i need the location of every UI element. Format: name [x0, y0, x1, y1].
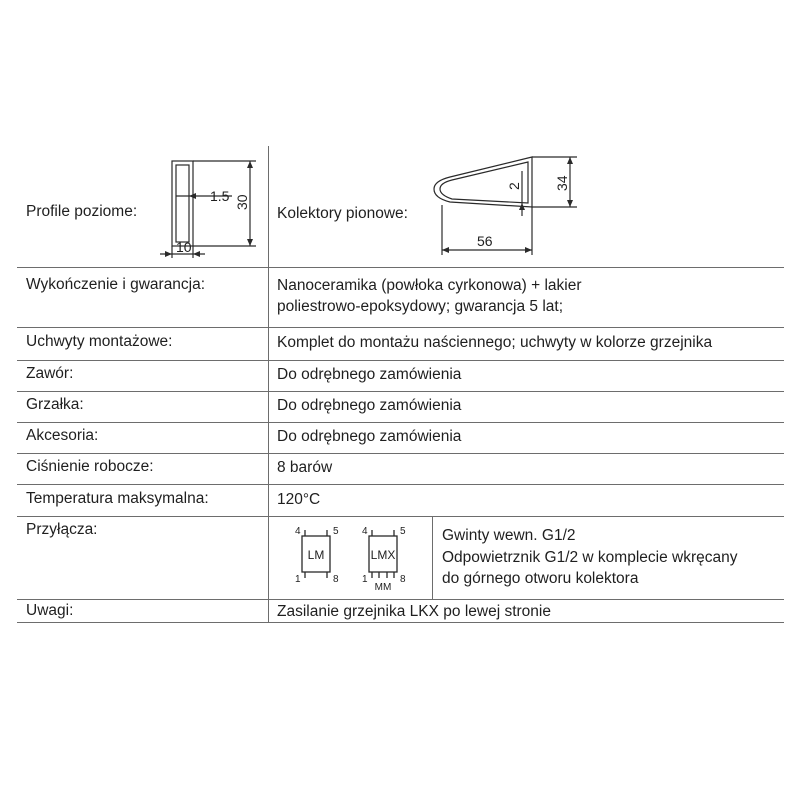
vertical-profile-label: Kolektory pionowe: — [277, 205, 408, 222]
lm-port-5: 5 — [333, 526, 339, 537]
connection-diagram-lm — [290, 520, 350, 590]
accessories-value: Do odrębnego zamówienia — [277, 428, 462, 445]
notes-label: Uwagi: — [26, 602, 74, 619]
row-divider — [17, 516, 784, 517]
vertical-width-dim: 56 — [477, 233, 493, 249]
lmx-name: LMX — [370, 548, 396, 562]
temperature-value: 120°C — [277, 491, 321, 508]
row-divider — [17, 453, 784, 454]
horizontal-profile-label: Profile poziome: — [26, 203, 138, 220]
row-divider — [17, 599, 784, 600]
connections-thread: Gwinty wewn. G1/2 — [442, 527, 576, 544]
lmx-port-5: 5 — [400, 526, 406, 537]
column-divider — [268, 146, 269, 623]
lmx-port-8: 8 — [400, 574, 406, 585]
valve-label: Zawór: — [26, 365, 74, 382]
row-divider — [17, 484, 784, 485]
finish-value-line1: Nanoceramika (powłoka cyrkonowa) + lakier — [277, 277, 582, 294]
lmx-port-1: 1 — [362, 574, 368, 585]
connections-vent-line2: do górnego otworu kolektora — [442, 570, 639, 587]
horizontal-height-dim: 30 — [234, 194, 250, 210]
row-divider — [17, 360, 784, 361]
heater-value: Do odrębnego zamówienia — [277, 397, 462, 414]
vertical-height-dim: 34 — [554, 175, 570, 191]
connections-vent-line1: Odpowietrznik G1/2 w komplecie wkręcany — [442, 548, 738, 566]
horizontal-profile-drawing — [160, 152, 260, 262]
finish-value-line2: poliestrowo-epoksydowy; gwarancja 5 lat; — [277, 298, 564, 315]
connections-notes — [442, 525, 737, 590]
finish-label: Wykończenie i gwarancja: — [26, 276, 206, 293]
valve-value: Do odrębnego zamówienia — [277, 366, 462, 383]
lm-name: LM — [307, 548, 325, 562]
accessories-label: Akcesoria: — [26, 427, 99, 444]
mounting-label: Uchwyty montażowe: — [26, 333, 173, 350]
heater-label: Grzałka: — [26, 396, 84, 413]
horizontal-wall-dim: 1.5 — [210, 188, 230, 204]
row-divider — [17, 622, 784, 623]
horizontal-width-dim: 10 — [176, 239, 192, 255]
lm-port-8: 8 — [333, 574, 339, 585]
notes-value: Zasilanie grzejnika LKX po lewej stronie — [277, 603, 551, 620]
mounting-value: Komplet do montażu naściennego; uchwyty w kolorze grzejnika — [277, 334, 713, 351]
vertical-wall-dim: 2 — [506, 182, 522, 190]
lmx-port-4: 4 — [362, 526, 368, 537]
row-divider — [17, 327, 784, 328]
pressure-value: 8 barów — [277, 459, 333, 476]
row-divider — [17, 267, 784, 268]
pressure-label: Ciśnienie robocze: — [26, 458, 154, 475]
temperature-label: Temperatura maksymalna: — [26, 490, 209, 507]
row-divider — [17, 391, 784, 392]
connection-diagram-lmx — [357, 520, 417, 595]
row-divider — [17, 422, 784, 423]
vertical-profile-drawing — [432, 150, 577, 260]
lmx-port-mm: MM — [374, 582, 392, 593]
connections-inner-divider — [432, 516, 433, 599]
lm-port-1: 1 — [295, 574, 301, 585]
connections-label: Przyłącza: — [26, 521, 98, 538]
lm-port-4: 4 — [295, 526, 301, 537]
